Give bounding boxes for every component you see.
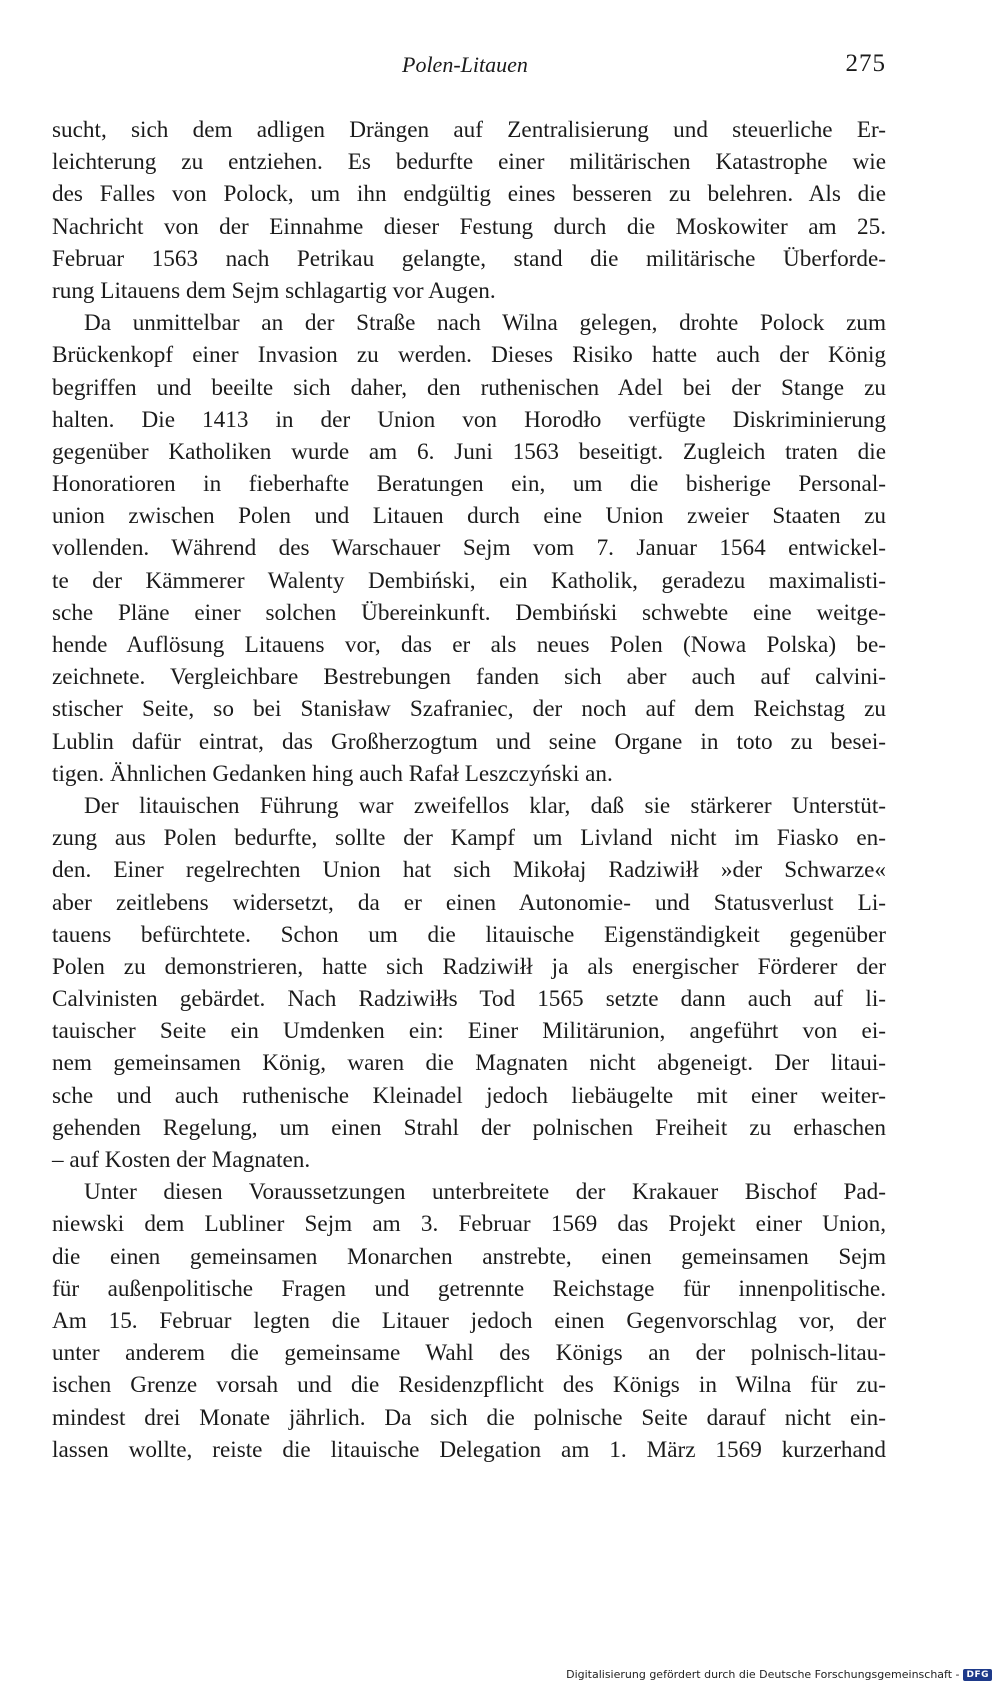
text-line: sche und auch ruthenische Kleinadel jedoch liebäugelte mit einer weiter- [52, 1082, 886, 1109]
text-line: Honoratioren in fieberhafte Beratungen ein, um die bisherige Personal- [52, 471, 886, 498]
text-line: Polen zu demonstrieren, hatte sich Radziwiłł ja als energischer Förderer der [52, 953, 886, 980]
text-line: des Falles von Polock, um ihn endgültig eines besseren zu belehren. Als die [52, 181, 886, 208]
text-line: Brückenkopf einer Invasion zu werden. Dieses Risiko hatte auch der König [52, 342, 886, 369]
body-text [52, 114, 886, 1466]
page-header [52, 50, 886, 86]
text-line: für außenpolitische Fragen und getrennte Reichstage für innenpolitische. [52, 1275, 886, 1302]
text-line: sche Pläne einer solchen Übereinkunft. Dembiński schwebte eine weitge- [52, 599, 886, 626]
text-line: hende Auflösung Litauens vor, das er als neues Polen (Nowa Polska) be- [52, 632, 886, 658]
text-line: tauischer Seite ein Umdenken ein: Einer Militärunion, angeführt von ei- [52, 1018, 886, 1045]
text-line: Der litauischen Führung war zweifellos klar, daß sie stärkerer Unterstüt- [84, 792, 886, 819]
text-line: tigen. Ähnlichen Gedanken hing auch Rafał Leszczyński an. [52, 760, 613, 787]
text-line: rung Litauens dem Sejm schlagartig vor Augen. [52, 277, 496, 304]
text-line: begriffen und beeilte sich daher, den ruthenischen Adel bei der Stange zu [52, 374, 886, 401]
text-line: tauens befürchtete. Schon um die litauische Eigenständigkeit gegenüber [52, 921, 886, 948]
text-line: unter anderem die gemeinsame Wahl des Königs an der polnisch-litau- [52, 1340, 886, 1367]
text-line: halten. Die 1413 in der Union von Horodło verfügte Diskriminierung [52, 406, 886, 433]
text-line: zeichnete. Vergleichbare Bestrebungen fanden sich aber auch auf calvini- [52, 664, 886, 691]
text-line: Calvinisten gebärdet. Nach Radziwiłłs Tod 1565 setzte dann auch auf li- [52, 986, 886, 1013]
text-line: Nachricht von der Einnahme dieser Festung durch die Moskowiter am 25. [52, 213, 886, 240]
text-line: Lublin dafür eintrat, das Großherzogtum und seine Organe in toto zu besei- [52, 728, 886, 755]
text-line: – auf Kosten der Magnaten. [52, 1147, 311, 1173]
text-line: sucht, sich dem adligen Drängen auf Zentralisierung und steuerliche Er- [52, 117, 886, 143]
text-line: vollenden. Während des Warschauer Sejm vom 7. Januar 1564 entwickel- [52, 535, 886, 562]
digitization-footer [566, 1668, 992, 1681]
text-line: union zwischen Polen und Litauen durch eine Union zweier Staaten zu [52, 503, 886, 530]
text-line: aber zeitlebens widersetzt, da er einen Autonomie- und Statusverlust Li- [52, 889, 886, 916]
text-line: zung aus Polen bedurfte, sollte der Kampf um Livland nicht im Fiasko en- [52, 825, 886, 852]
text-line: Am 15. Februar legten die Litauer jedoch einen Gegenvorschlag vor, der [52, 1307, 886, 1334]
text-line: nem gemeinsamen König, waren die Magnaten nicht abgeneigt. Der litaui- [52, 1050, 886, 1077]
text-line: den. Einer regelrechten Union hat sich Mikołaj Radziwiłł »der Schwarze« [52, 857, 886, 884]
dfg-logo: DFG [963, 1669, 992, 1681]
text-line: gegenüber Katholiken wurde am 6. Juni 1563 beseitigt. Zugleich traten die [52, 438, 886, 465]
text-line: Februar 1563 nach Petrikau gelangte, stand die militärische Überforde- [52, 245, 886, 272]
text-line: lassen wollte, reiste die litauische Delegation am 1. März 1569 kurzerhand [52, 1436, 886, 1463]
page-number: 275 [845, 50, 886, 77]
text-line: Unter diesen Voraussetzungen unterbreitete der Krakauer Bischof Pad- [84, 1179, 886, 1206]
text-line: te der Kämmerer Walenty Dembiński, ein Katholik, geradezu maximalisti- [52, 567, 886, 594]
text-line: ischen Grenze vorsah und die Residenzpflicht des Königs in Wilna für zu- [52, 1372, 886, 1399]
text-line: niewski dem Lubliner Sejm am 3. Februar 1569 das Projekt einer Union, [52, 1211, 886, 1238]
text-line: die einen gemeinsamen Monarchen anstrebte, einen gemeinsamen Sejm [52, 1243, 886, 1270]
text-line: stischer Seite, so bei Stanisław Szafraniec, der noch auf dem Reichstag zu [52, 696, 886, 723]
text-line: Da unmittelbar an der Straße nach Wilna gelegen, drohte Polock zum [84, 310, 886, 337]
text-line: leichterung zu entziehen. Es bedurfte einer militärischen Katastrophe wie [52, 149, 886, 176]
text-line: gehenden Regelung, um einen Strahl der polnischen Freiheit zu erhaschen [52, 1114, 886, 1141]
text-line: mindest drei Monate jährlich. Da sich die polnische Seite darauf nicht ein- [52, 1404, 886, 1431]
footer-text: Digitalisierung gefördert durch die Deutsche Forschungsgemeinschaft - [566, 1668, 960, 1681]
running-title: Polen-Litauen [402, 52, 528, 77]
